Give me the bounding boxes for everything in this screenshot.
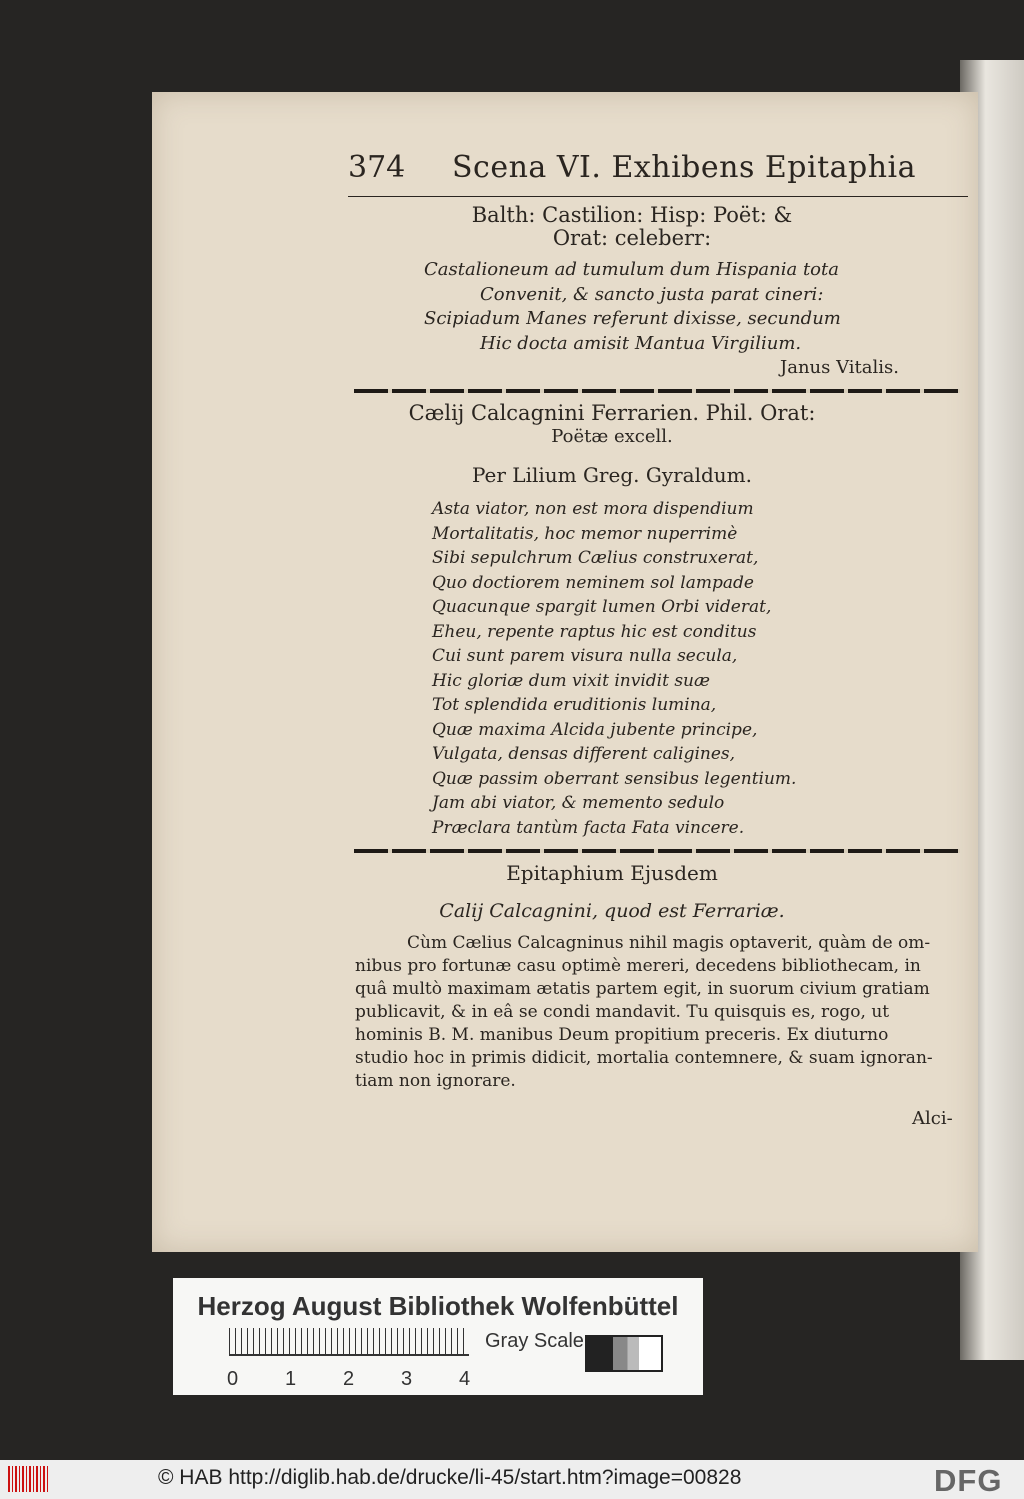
ruler-label: 0 (227, 1368, 239, 1390)
footer-bar (0, 1460, 1024, 1499)
heading-line: Cælij Calcagnini Ferrarien. Phil. Orat: (408, 401, 816, 425)
prose-line: nibus pro fortunæ casu optimè mereri, decedens bibliothecam, in (355, 956, 921, 976)
verse-line: Castalioneum ad tumulum dum Hispania tota (424, 259, 839, 280)
verse-line: Jam abi viator, & memento sedulo (432, 793, 725, 813)
verse-line: Mortalitatis, hoc memor nuperrimè (432, 523, 738, 544)
dfg-logo: DFG (934, 1463, 1003, 1498)
verse-line: Cui sunt parem visura nulla secula, (432, 646, 738, 666)
verse-line: Tot splendida eruditionis lumina, (432, 695, 717, 715)
epitaph-heading-castilion (412, 204, 852, 250)
heading-line: Orat: celeberr: (552, 226, 712, 250)
ruler (229, 1328, 469, 1356)
verse-line: Quæ maxima Alcida jubente principe, (432, 719, 758, 740)
prose-line: studio hoc in primis didicit, mortalia contemnere, & suam ignoran- (355, 1048, 933, 1068)
epitaph-prose (355, 932, 960, 1093)
verse-line: Quæ passim oberrant sensibus legentium. (432, 768, 797, 789)
book-page (152, 92, 978, 1252)
prose-line: quâ multò maximam ætatis partem egit, in suorum civium gratiam (355, 979, 930, 999)
prose-line: hominis B. M. manibus Deum propitium preceris. Ex diuturno (355, 1025, 889, 1045)
ruler-ticks (229, 1328, 469, 1356)
verse-line: Scipiadum Manes referunt dixisse, secundum (424, 308, 841, 329)
heading-line: Balth: Castilion: Hisp: Poët: & (471, 203, 793, 227)
copyright-link[interactable]: © HAB http://diglib.hab.de/drucke/li-45/start.htm?image=00828 (158, 1466, 742, 1489)
verse-line: Convenit, & sancto justa parat cineri: (480, 283, 824, 305)
page-number: 374 (348, 150, 406, 185)
byline: Per Lilium Greg. Gyraldum. (471, 463, 753, 487)
verse-line: Vulgata, densas different caligines, (432, 744, 736, 764)
heading-line: Poëtæ excell. (551, 426, 673, 447)
verse-line: Asta viator, non est mora dispendium (432, 499, 754, 519)
hab-barcode-icon (8, 1466, 48, 1492)
gray-scale-label: Gray Scale (485, 1330, 584, 1352)
color-scale-card (173, 1278, 703, 1395)
prose-line: tiam non ignorare. (355, 1071, 516, 1091)
section-divider (354, 389, 960, 393)
catchword: Alci- (912, 1108, 953, 1129)
verse-line: Hic docta amisit Mantua Virgilium. (480, 332, 802, 354)
verse-line: Sibi sepulchrum Cælius construxerat, (432, 548, 759, 568)
epitaph-heading-calcagnini (362, 402, 862, 448)
ruler-label: 1 (285, 1368, 297, 1390)
epitaph-verse-calcagnini (432, 497, 796, 840)
header-rule (348, 196, 968, 197)
signature: Janus Vitalis. (780, 357, 899, 378)
verse-line: Præclara tantùm facta Fata vincere. (432, 817, 745, 838)
verse-line: Quo doctiorem neminem sol lampade (432, 572, 754, 593)
section-divider (354, 849, 960, 853)
epitaph-heading-ejusdem: Epitaphium Ejusdem (506, 861, 718, 885)
verse-line: Eheu, repente raptus hic est conditus (432, 621, 757, 642)
ruler-label: 4 (459, 1368, 471, 1390)
epitaph-verse-castilion (424, 258, 841, 356)
epitaph-subheading: Calij Calcagnini, quod est Ferrariæ. (439, 900, 785, 922)
verse-line: Hic gloriæ dum vixit invidit suæ (432, 670, 710, 691)
prose-line: Cùm Cælius Calcagninus nihil magis optaverit, quàm de om- (407, 933, 931, 953)
gray-scale-swatch (585, 1335, 663, 1372)
ruler-label: 2 (343, 1368, 355, 1390)
library-name: Herzog August Bibliothek Wolfenbüttel (197, 1291, 679, 1321)
page-header (348, 150, 968, 190)
verse-line: Quacunque spargit lumen Orbi viderat, (432, 597, 772, 617)
prose-line: publicavit, & in eâ se condi mandavit. Tu quisquis es, rogo, ut (355, 1002, 890, 1022)
ruler-label: 3 (401, 1368, 413, 1390)
running-title: Scena VI. Exhibens Epitaphia (452, 150, 917, 185)
